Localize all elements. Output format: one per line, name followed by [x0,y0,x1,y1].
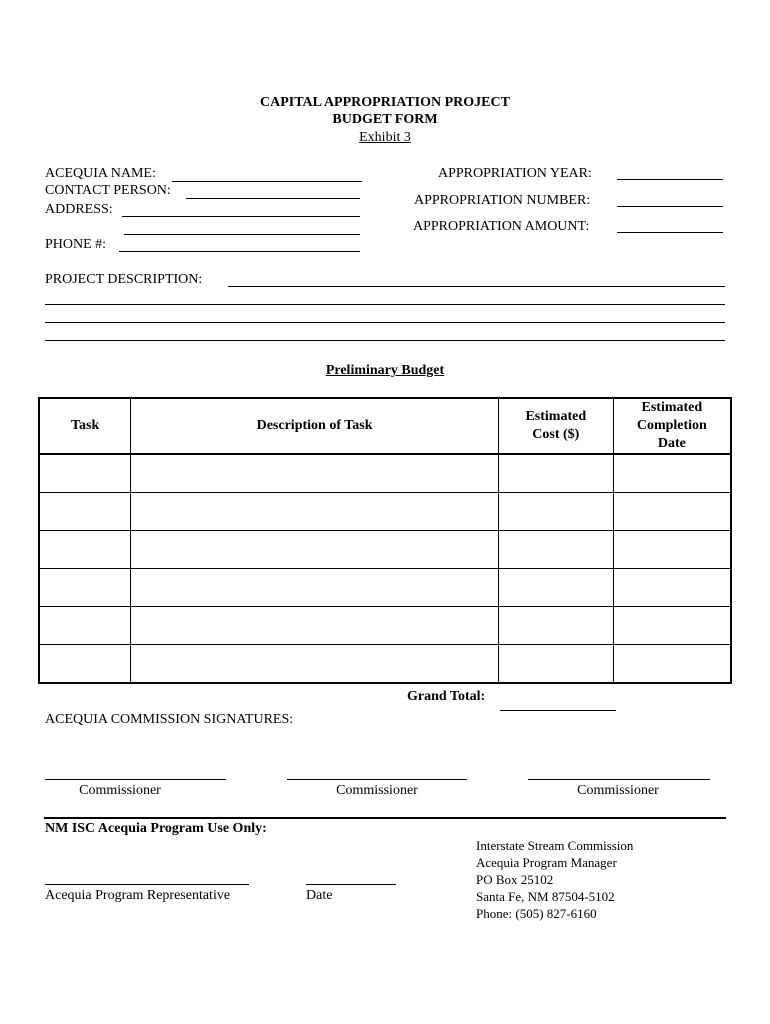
column-header-estimated-completion-date: Estimated Completion Date [613,398,731,454]
address-field-line1[interactable] [122,216,360,217]
address-field-line2[interactable] [124,234,360,235]
date-label: Date [306,888,333,903]
description-cell[interactable] [131,531,499,569]
isc-address-line-3: PO Box 25102 [476,872,554,887]
appropriation-number-label: APPROPRIATION NUMBER: [414,193,591,208]
commissioner-label-2: Commissioner [336,783,418,798]
form-title-line1: CAPITAL APPROPRIATION PROJECT [260,95,510,110]
contact-person-field[interactable] [186,198,360,199]
task-cell[interactable] [39,493,131,531]
table-row [39,645,731,684]
column-header-task: Task [39,398,131,454]
project-description-line1[interactable] [228,286,725,287]
task-cell[interactable] [39,645,131,684]
commission-signatures-heading: ACEQUIA COMMISSION SIGNATURES: [45,712,294,727]
appropriation-amount-label: APPROPRIATION AMOUNT: [413,219,590,234]
cost-cell[interactable] [498,569,613,607]
budget-table [38,397,732,684]
task-cell[interactable] [39,569,131,607]
appropriation-year-label: APPROPRIATION YEAR: [438,166,592,181]
table-row [39,569,731,607]
date-signature-line[interactable] [306,884,396,885]
section-divider [44,817,726,819]
table-row [39,454,731,493]
column-header-estimated-cost: Estimated Cost ($) [498,398,613,454]
completion-date-cell[interactable] [613,569,731,607]
project-description-line2[interactable] [45,304,725,305]
cost-cell[interactable] [498,607,613,645]
project-description-label: PROJECT DESCRIPTION: [45,272,203,287]
cost-cell[interactable] [498,645,613,684]
representative-signature-line[interactable] [45,884,249,885]
contact-person-label: CONTACT PERSON: [45,183,171,198]
commissioner-signature-line-3[interactable] [528,779,710,780]
appropriation-amount-field[interactable] [617,232,723,233]
project-description-line4[interactable] [45,340,725,341]
cost-cell[interactable] [498,531,613,569]
commissioner-label-3: Commissioner [577,783,659,798]
appropriation-number-field[interactable] [617,206,723,207]
representative-label: Acequia Program Representative [45,888,231,903]
acequia-name-field[interactable] [172,181,362,182]
completion-date-cell[interactable] [613,645,731,684]
budget-table-header [39,398,731,454]
description-cell[interactable] [131,454,499,493]
phone-field[interactable] [119,251,360,252]
completion-date-cell[interactable] [613,531,731,569]
appropriation-year-field[interactable] [617,179,723,180]
grand-total-field[interactable] [500,710,616,711]
table-row [39,531,731,569]
exhibit-label: Exhibit 3 [359,130,411,145]
table-row [39,607,731,645]
commissioner-signature-line-1[interactable] [45,779,226,780]
phone-label: PHONE #: [45,237,107,252]
task-cell[interactable] [39,607,131,645]
completion-date-cell[interactable] [613,493,731,531]
cost-cell[interactable] [498,493,613,531]
form-title-line2: BUDGET FORM [332,112,438,127]
description-cell[interactable] [131,569,499,607]
column-header-description: Description of Task [131,398,499,454]
grand-total-label: Grand Total: [407,689,486,704]
project-description-line3[interactable] [45,322,725,323]
office-use-heading: NM ISC Acequia Program Use Only: [45,821,267,836]
acequia-name-label: ACEQUIA NAME: [45,166,156,181]
table-row [39,493,731,531]
preliminary-budget-heading: Preliminary Budget [325,363,445,378]
task-cell[interactable] [39,531,131,569]
commissioner-label-1: Commissioner [79,783,161,798]
description-cell[interactable] [131,607,499,645]
isc-phone-line: Phone: (505) 827-6160 [476,906,597,921]
commissioner-signature-line-2[interactable] [287,779,467,780]
isc-address-line-2: Acequia Program Manager [476,855,617,870]
isc-address-line-4: Santa Fe, NM 87504-5102 [476,889,615,904]
completion-date-cell[interactable] [613,454,731,493]
address-label: ADDRESS: [45,202,113,217]
description-cell[interactable] [131,645,499,684]
completion-date-cell[interactable] [613,607,731,645]
task-cell[interactable] [39,454,131,493]
description-cell[interactable] [131,493,499,531]
cost-cell[interactable] [498,454,613,493]
isc-address-line-1: Interstate Stream Commission [476,838,634,853]
